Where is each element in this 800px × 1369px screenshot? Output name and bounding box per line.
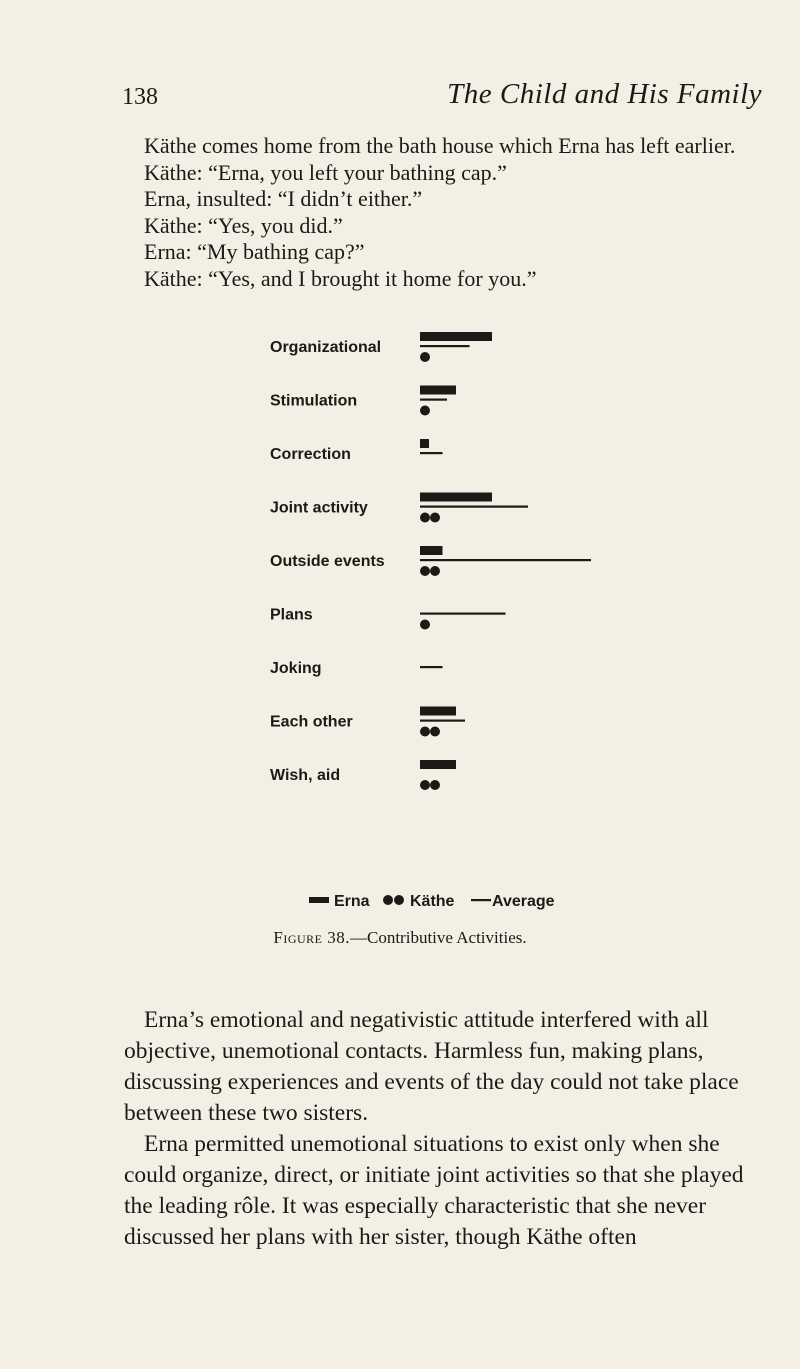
dialogue-line: Käthe: “Yes, you did.” bbox=[144, 212, 343, 238]
erna-bar bbox=[420, 493, 492, 502]
category-label: Correction bbox=[270, 446, 351, 463]
legend-kathe-dot bbox=[383, 895, 393, 905]
kathe-dot bbox=[420, 620, 430, 630]
legend-average-label: Average bbox=[492, 893, 555, 910]
body-paragraph: Erna permitted unemotional situations to exist only when she could organize, direct, or initiate joint activities so that she played the leading rôle. It was especially characteristic that she never discussed her plans with her sister, though Käthe often bbox=[124, 1131, 744, 1250]
legend-kathe-dot bbox=[394, 895, 404, 905]
average-line bbox=[420, 559, 591, 561]
kathe-dot bbox=[430, 513, 440, 523]
kathe-dot bbox=[430, 727, 440, 737]
legend-average-line bbox=[471, 899, 491, 901]
erna-bar bbox=[420, 332, 492, 341]
kathe-dot bbox=[420, 352, 430, 362]
dialogue-line: Käthe: “Erna, you left your bathing cap.” bbox=[144, 159, 507, 185]
average-line bbox=[420, 613, 506, 615]
erna-bar bbox=[420, 386, 456, 395]
category-label: Joking bbox=[270, 660, 322, 677]
dialogue-line: Käthe: “Yes, and I brought it home for you.” bbox=[144, 265, 537, 291]
figure-caption-text: —Contributive Activities. bbox=[350, 928, 527, 947]
erna-bar bbox=[420, 760, 456, 769]
body-paragraph: Erna’s emotional and negativistic attitude interfered with all objective, unemotional contacts. Harmless fun, making plans, discussing experiences and events of the day could not take place between these two sisters. bbox=[124, 1007, 739, 1126]
category-label: Stimulation bbox=[270, 392, 358, 410]
legend-erna-label: Erna bbox=[334, 893, 370, 910]
average-line bbox=[420, 452, 443, 454]
average-line bbox=[420, 506, 528, 508]
average-line bbox=[420, 345, 470, 347]
kathe-dot bbox=[420, 566, 430, 576]
figure-label: Figure 38. bbox=[273, 928, 350, 947]
category-label: Plans bbox=[270, 606, 313, 624]
category-label: Wish, aid bbox=[270, 767, 341, 784]
average-line bbox=[420, 399, 447, 401]
legend-kathe-label: Käthe bbox=[410, 893, 455, 910]
kathe-dot bbox=[430, 780, 440, 790]
legend-erna-swatch bbox=[309, 897, 329, 903]
category-label: Outside events bbox=[270, 553, 385, 570]
erna-bar bbox=[420, 546, 443, 555]
erna-bar bbox=[420, 439, 429, 448]
figure-caption bbox=[0, 928, 800, 948]
category-label: Organizational bbox=[270, 339, 382, 356]
kathe-dot bbox=[430, 566, 440, 576]
kathe-dot bbox=[420, 727, 430, 737]
running-title: The Child and His Family bbox=[447, 78, 762, 110]
average-line bbox=[420, 720, 465, 722]
category-label: Joint activity bbox=[270, 499, 368, 517]
category-label: Each other bbox=[270, 713, 353, 731]
dialogue-line: Erna, insulted: “I didn’t either.” bbox=[144, 186, 423, 211]
page-number: 138 bbox=[122, 84, 158, 110]
erna-bar bbox=[420, 707, 456, 716]
body-text bbox=[124, 1005, 764, 1253]
average-line bbox=[420, 666, 443, 668]
dialogue-line: Erna: “My bathing cap?” bbox=[144, 239, 365, 264]
kathe-dot bbox=[420, 513, 430, 523]
kathe-dot bbox=[420, 406, 430, 416]
kathe-dot bbox=[420, 780, 430, 790]
dialogue-line: Käthe comes home from the bath house which Erna has left earlier. bbox=[144, 133, 736, 158]
